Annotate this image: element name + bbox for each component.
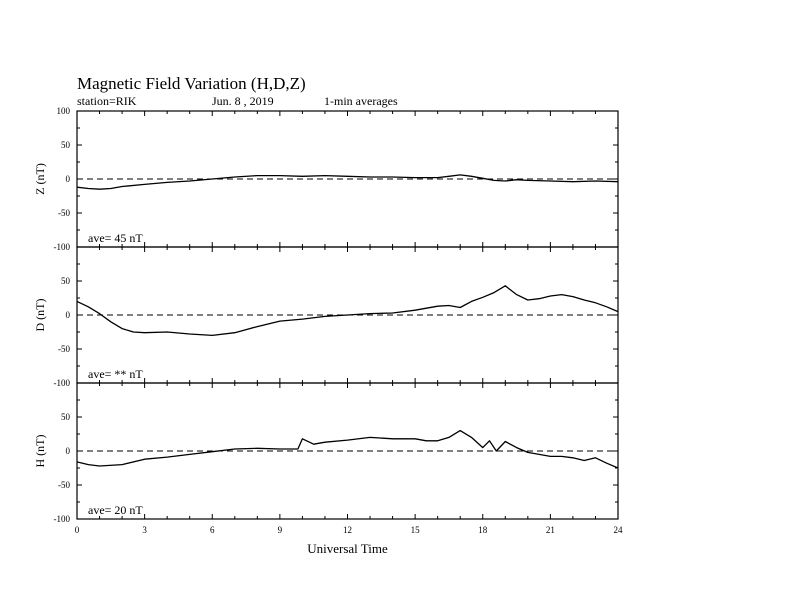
y-tick-label: -100 <box>53 378 70 388</box>
station-label: station=RIK <box>77 94 137 108</box>
series-line-h <box>77 431 618 468</box>
y-tick-label: -50 <box>58 344 70 354</box>
chart-title: Magnetic Field Variation (H,D,Z) <box>77 74 306 93</box>
x-tick-label: 12 <box>343 525 352 535</box>
series-line-z <box>77 175 618 189</box>
y-axis-label-z: Z (nT) <box>33 163 47 195</box>
y-tick-label: 50 <box>61 140 70 150</box>
y-tick-label: 50 <box>61 412 70 422</box>
y-tick-label: 100 <box>56 106 70 116</box>
x-tick-label: 15 <box>410 525 420 535</box>
x-tick-label: 6 <box>210 525 215 535</box>
ave-label-d: ave= ** nT <box>88 367 143 381</box>
x-tick-label: 21 <box>545 525 555 535</box>
y-tick-label: 50 <box>61 276 70 286</box>
ave-label-z: ave= 45 nT <box>88 231 143 245</box>
y-tick-label: -50 <box>58 208 70 218</box>
y-axis-label-h: H (nT) <box>33 434 47 468</box>
x-tick-label: 9 <box>277 525 283 535</box>
x-tick-label: 18 <box>478 525 488 535</box>
y-tick-label: -50 <box>58 480 70 490</box>
y-tick-label: 0 <box>65 446 70 456</box>
y-tick-label: -100 <box>53 242 70 252</box>
y-tick-label: 0 <box>65 174 70 184</box>
x-tick-label: 0 <box>74 525 80 535</box>
y-axis-label-d: D (nT) <box>33 298 47 332</box>
ave-label-h: ave= 20 nT <box>88 503 143 517</box>
y-tick-label: -100 <box>53 514 70 524</box>
x-tick-label: 3 <box>142 525 147 535</box>
date-label: Jun. 8 , 2019 <box>212 94 274 108</box>
y-tick-label: 0 <box>65 310 70 320</box>
series-line-d <box>77 286 618 336</box>
averaging-label: 1-min averages <box>324 94 398 108</box>
x-axis-label: Universal Time <box>307 541 388 556</box>
x-tick-label: 24 <box>613 525 623 535</box>
